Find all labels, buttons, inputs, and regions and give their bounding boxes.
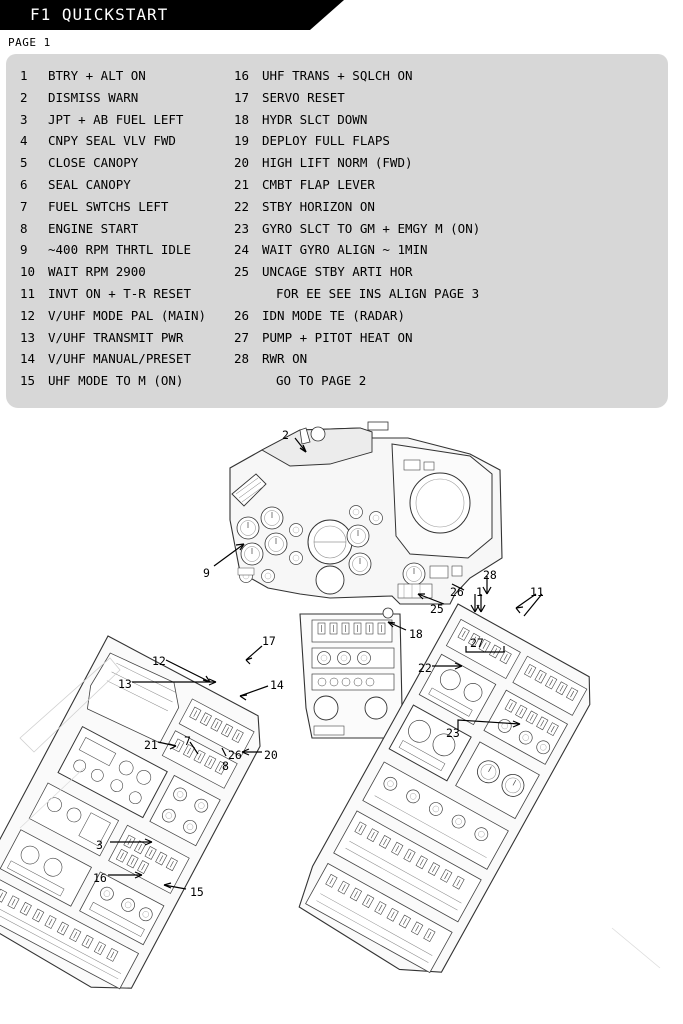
checklist-item-text: CLOSE CANOPY xyxy=(48,155,139,171)
diagram-callout-label: 21 xyxy=(144,738,158,752)
checklist-item-text: FUEL SWTCHS LEFT xyxy=(48,198,169,214)
checklist-item xyxy=(234,68,480,90)
checklist-item-text: DEPLOY FULL FLAPS xyxy=(262,133,390,149)
cockpit-diagram xyxy=(0,408,683,1024)
checklist-item-text: JPT + AB FUEL LEFT xyxy=(48,111,184,127)
diagram-callout-label: 3 xyxy=(96,838,103,852)
checklist-item-number: 22 xyxy=(234,198,250,214)
checklist-item-text: IDN MODE TE (RADAR) xyxy=(262,307,405,323)
checklist-item-number: 3 xyxy=(20,111,28,127)
checklist-item xyxy=(234,330,480,352)
diagram-callout-label: 12 xyxy=(152,654,166,668)
checklist-item xyxy=(234,351,480,373)
checklist-item-number: 14 xyxy=(20,351,36,367)
title-bar-wedge xyxy=(310,0,344,30)
checklist-item-text: CNPY SEAL VLV FWD xyxy=(48,133,176,149)
checklist-item-number: 12 xyxy=(20,307,36,323)
checklist-item-number: 27 xyxy=(234,329,250,345)
checklist-item xyxy=(234,373,480,395)
checklist-item xyxy=(20,330,206,352)
checklist-item-text: FOR EE SEE INS ALIGN PAGE 3 xyxy=(276,285,480,301)
checklist-item-text: WAIT GYRO ALIGN ~ 1MIN xyxy=(262,242,428,258)
diagram-callout-label: 27 xyxy=(470,636,484,650)
checklist-item xyxy=(234,264,480,286)
checklist-item-text: UHF MODE TO M (ON) xyxy=(48,373,184,389)
checklist-item-text: V/UHF TRANSMIT PWR xyxy=(48,329,184,345)
diagram-callout-label: 25 xyxy=(430,602,444,616)
diagram-callout-label: 22 xyxy=(418,661,432,675)
diagram-callout-label: 7 xyxy=(184,734,191,748)
checklist-item xyxy=(234,133,480,155)
checklist-item-number: 8 xyxy=(20,220,28,236)
diagram-callout-label: 13 xyxy=(118,677,132,691)
checklist-item-number: 9 xyxy=(20,242,28,258)
checklist-item-text: INVT ON + T-R RESET xyxy=(48,285,191,301)
checklist-item-text: GYRO SLCT TO GM + EMGY M (ON) xyxy=(262,220,481,236)
checklist-item xyxy=(234,308,480,330)
diagram-callout-label: 14 xyxy=(270,678,284,692)
checklist-item-number: 16 xyxy=(234,68,250,83)
checklist-item xyxy=(234,221,480,243)
checklist-item xyxy=(20,351,206,373)
checklist-item-text: ~400 RPM THRTL IDLE xyxy=(48,242,191,258)
checklist-item xyxy=(20,90,206,112)
cockpit-line-drawing xyxy=(0,408,683,1024)
checklist-item-text: STBY HORIZON ON xyxy=(262,198,375,214)
checklist-item-text: ENGINE START xyxy=(48,220,139,236)
page-label: PAGE 1 xyxy=(8,36,51,49)
checklist-item-number: 20 xyxy=(234,155,250,171)
diagram-callout-label: 2 xyxy=(282,428,289,442)
checklist-item-number: 26 xyxy=(234,307,250,323)
checklist-item xyxy=(20,286,206,308)
diagram-callout-label: 28 xyxy=(483,568,497,582)
checklist-item-number: 1 xyxy=(20,68,28,83)
checklist-item xyxy=(20,112,206,134)
page-title: F1 QUICKSTART xyxy=(30,5,169,24)
diagram-callout-label: 26 xyxy=(228,748,242,762)
diagram-callout-label: 16 xyxy=(93,871,107,885)
checklist-item-number: 11 xyxy=(20,285,36,301)
checklist-item xyxy=(234,155,480,177)
checklist-panel xyxy=(6,54,668,408)
diagram-callout-label: 9 xyxy=(203,566,210,580)
diagram-callout-label: 1 xyxy=(476,585,483,599)
checklist-item xyxy=(20,133,206,155)
checklist-item xyxy=(20,155,206,177)
title-bar xyxy=(0,0,683,30)
checklist-item-number: 18 xyxy=(234,111,250,127)
checklist-column-right xyxy=(234,68,480,395)
checklist-item xyxy=(20,199,206,221)
checklist-item xyxy=(20,177,206,199)
checklist-item-number: 7 xyxy=(20,198,28,214)
checklist-item-text: SERVO RESET xyxy=(262,89,345,105)
diagram-callout-label: 17 xyxy=(262,634,276,648)
diagram-callout-label: 8 xyxy=(222,759,229,773)
checklist-item-number: 2 xyxy=(20,89,28,105)
diagram-callout-label: 18 xyxy=(409,627,423,641)
checklist-item-number: 21 xyxy=(234,176,250,192)
checklist-item-text: SEAL CANOPY xyxy=(48,176,131,192)
checklist-item-number: 6 xyxy=(20,176,28,192)
checklist-item-number: 17 xyxy=(234,89,250,105)
checklist-item-text: PUMP + PITOT HEAT ON xyxy=(262,329,413,345)
checklist-item xyxy=(20,308,206,330)
checklist-item-number: 24 xyxy=(234,242,250,258)
checklist-column-left xyxy=(20,68,206,395)
checklist-item xyxy=(20,242,206,264)
checklist-item xyxy=(234,177,480,199)
checklist-item-text: WAIT RPM 2900 xyxy=(48,264,146,280)
checklist-item xyxy=(20,68,206,90)
checklist-item-text: CMBT FLAP LEVER xyxy=(262,176,375,192)
checklist-item-number: 15 xyxy=(20,373,36,389)
checklist-item-text: HIGH LIFT NORM (FWD) xyxy=(262,155,413,171)
checklist-item xyxy=(234,242,480,264)
checklist-item-text: UHF TRANS + SQLCH ON xyxy=(262,68,413,83)
checklist-item xyxy=(234,199,480,221)
checklist-item-text: V/UHF MODE PAL (MAIN) xyxy=(48,307,207,323)
checklist-item-text: GO TO PAGE 2 xyxy=(276,373,367,389)
checklist-item-text: RWR ON xyxy=(262,351,308,367)
checklist-item-text: BTRY + ALT ON xyxy=(48,68,146,83)
checklist-item-number: 25 xyxy=(234,264,250,280)
checklist-item xyxy=(234,90,480,112)
diagram-callout-label: 11 xyxy=(530,585,544,599)
checklist-item xyxy=(20,373,206,395)
checklist-item xyxy=(20,221,206,243)
checklist-item-number: 13 xyxy=(20,329,36,345)
checklist-item-number: 28 xyxy=(234,351,250,367)
checklist-item-number: 10 xyxy=(20,264,36,280)
checklist-item xyxy=(234,286,480,308)
checklist-item-number: 5 xyxy=(20,155,28,171)
checklist-item xyxy=(20,264,206,286)
checklist-item xyxy=(234,112,480,134)
checklist-item-text: UNCAGE STBY ARTI HOR xyxy=(262,264,413,280)
checklist-item-text: V/UHF MANUAL/PRESET xyxy=(48,351,191,367)
diagram-callout-label: 15 xyxy=(190,885,204,899)
diagram-callout-label: 23 xyxy=(446,726,460,740)
checklist-item-number: 23 xyxy=(234,220,250,236)
checklist-item-number: 4 xyxy=(20,133,28,149)
diagram-callout-label: 20 xyxy=(264,748,278,762)
diagram-callout-label: 26 xyxy=(450,585,464,599)
checklist-item-text: HYDR SLCT DOWN xyxy=(262,111,368,127)
checklist-item-text: DISMISS WARN xyxy=(48,89,139,105)
checklist-item-number: 19 xyxy=(234,133,250,149)
